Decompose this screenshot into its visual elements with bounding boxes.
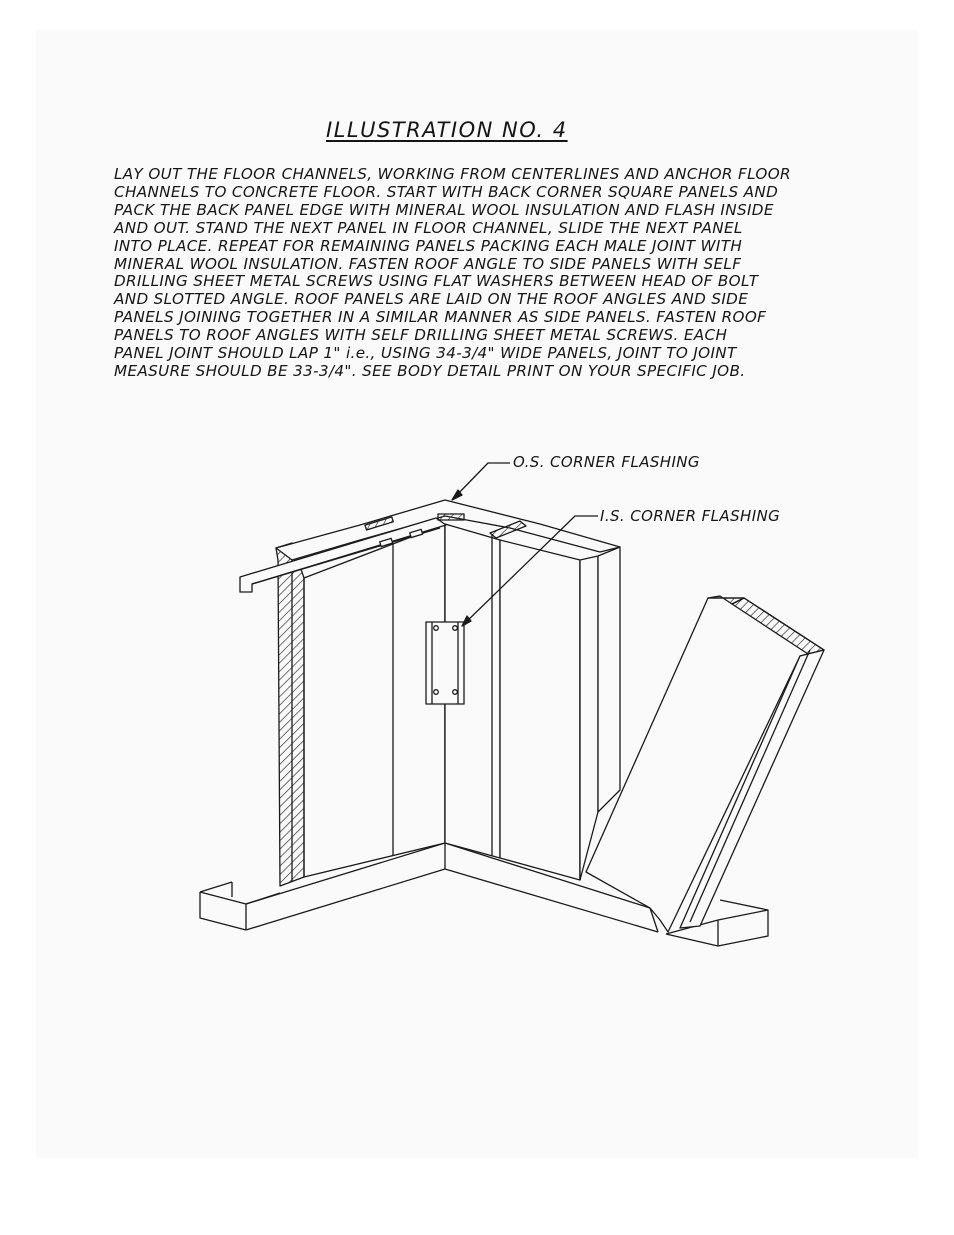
instruction-line: AND SLOTTED ANGLE. ROOF PANELS ARE LAID ON THE ROOF ANGLES AND SIDE — [114, 290, 749, 309]
is-corner-flashing-plate — [426, 622, 464, 704]
instruction-line: MEASURE SHOULD BE 33-3/4". SEE BODY DETAIL PRINT ON YOUR SPECIFIC JOB. — [114, 361, 746, 380]
illustration-title: ILLUSTRATION NO. 4 — [326, 118, 568, 142]
right-wall-panel — [445, 524, 620, 880]
instruction-line: DRILLING SHEET METAL SCREWS USING FLAT WASHERS BETWEEN HEAD OF BOLT — [114, 272, 759, 291]
is-corner-flashing-label: I.S. CORNER FLASHING — [600, 507, 781, 525]
instruction-line: PACK THE BACK PANEL EDGE WITH MINERAL WOOL INSULATION AND FLASH INSIDE — [114, 200, 774, 219]
instruction-line: PANELS JOINING TOGETHER IN A SIMILAR MANNER AS SIDE PANELS. FASTEN ROOF — [114, 308, 767, 327]
os-corner-flashing-label: O.S. CORNER FLASHING — [513, 453, 700, 471]
instruction-line: INTO PLACE. REPEAT FOR REMAINING PANELS PACKING EACH MALE JOINT WITH — [114, 236, 743, 255]
instruction-line: AND OUT. STAND THE NEXT PANEL IN FLOOR CHANNEL, SLIDE THE NEXT PANEL — [114, 218, 743, 237]
instruction-line: CHANNELS TO CONCRETE FLOOR. START WITH BACK CORNER SQUARE PANELS AND — [114, 182, 779, 201]
leaning-panel — [586, 596, 824, 932]
left-wall-panel — [304, 524, 445, 877]
instruction-line: PANELS TO ROOF ANGLES WITH SELF DRILLING SHEET METAL SCREWS. EACH — [114, 326, 728, 345]
instruction-line: MINERAL WOOL INSULATION. FASTEN ROOF ANGLE TO SIDE PANELS WITH SELF — [114, 254, 742, 273]
mineral-wool-insulation — [276, 543, 304, 886]
instruction-line: LAY OUT THE FLOOR CHANNELS, WORKING FROM CENTERLINES AND ANCHOR FLOOR — [114, 165, 791, 183]
instruction-line: PANEL JOINT SHOULD LAP 1" i.e., USING 34-3/4" WIDE PANELS, JOINT TO JOINT — [114, 344, 737, 363]
